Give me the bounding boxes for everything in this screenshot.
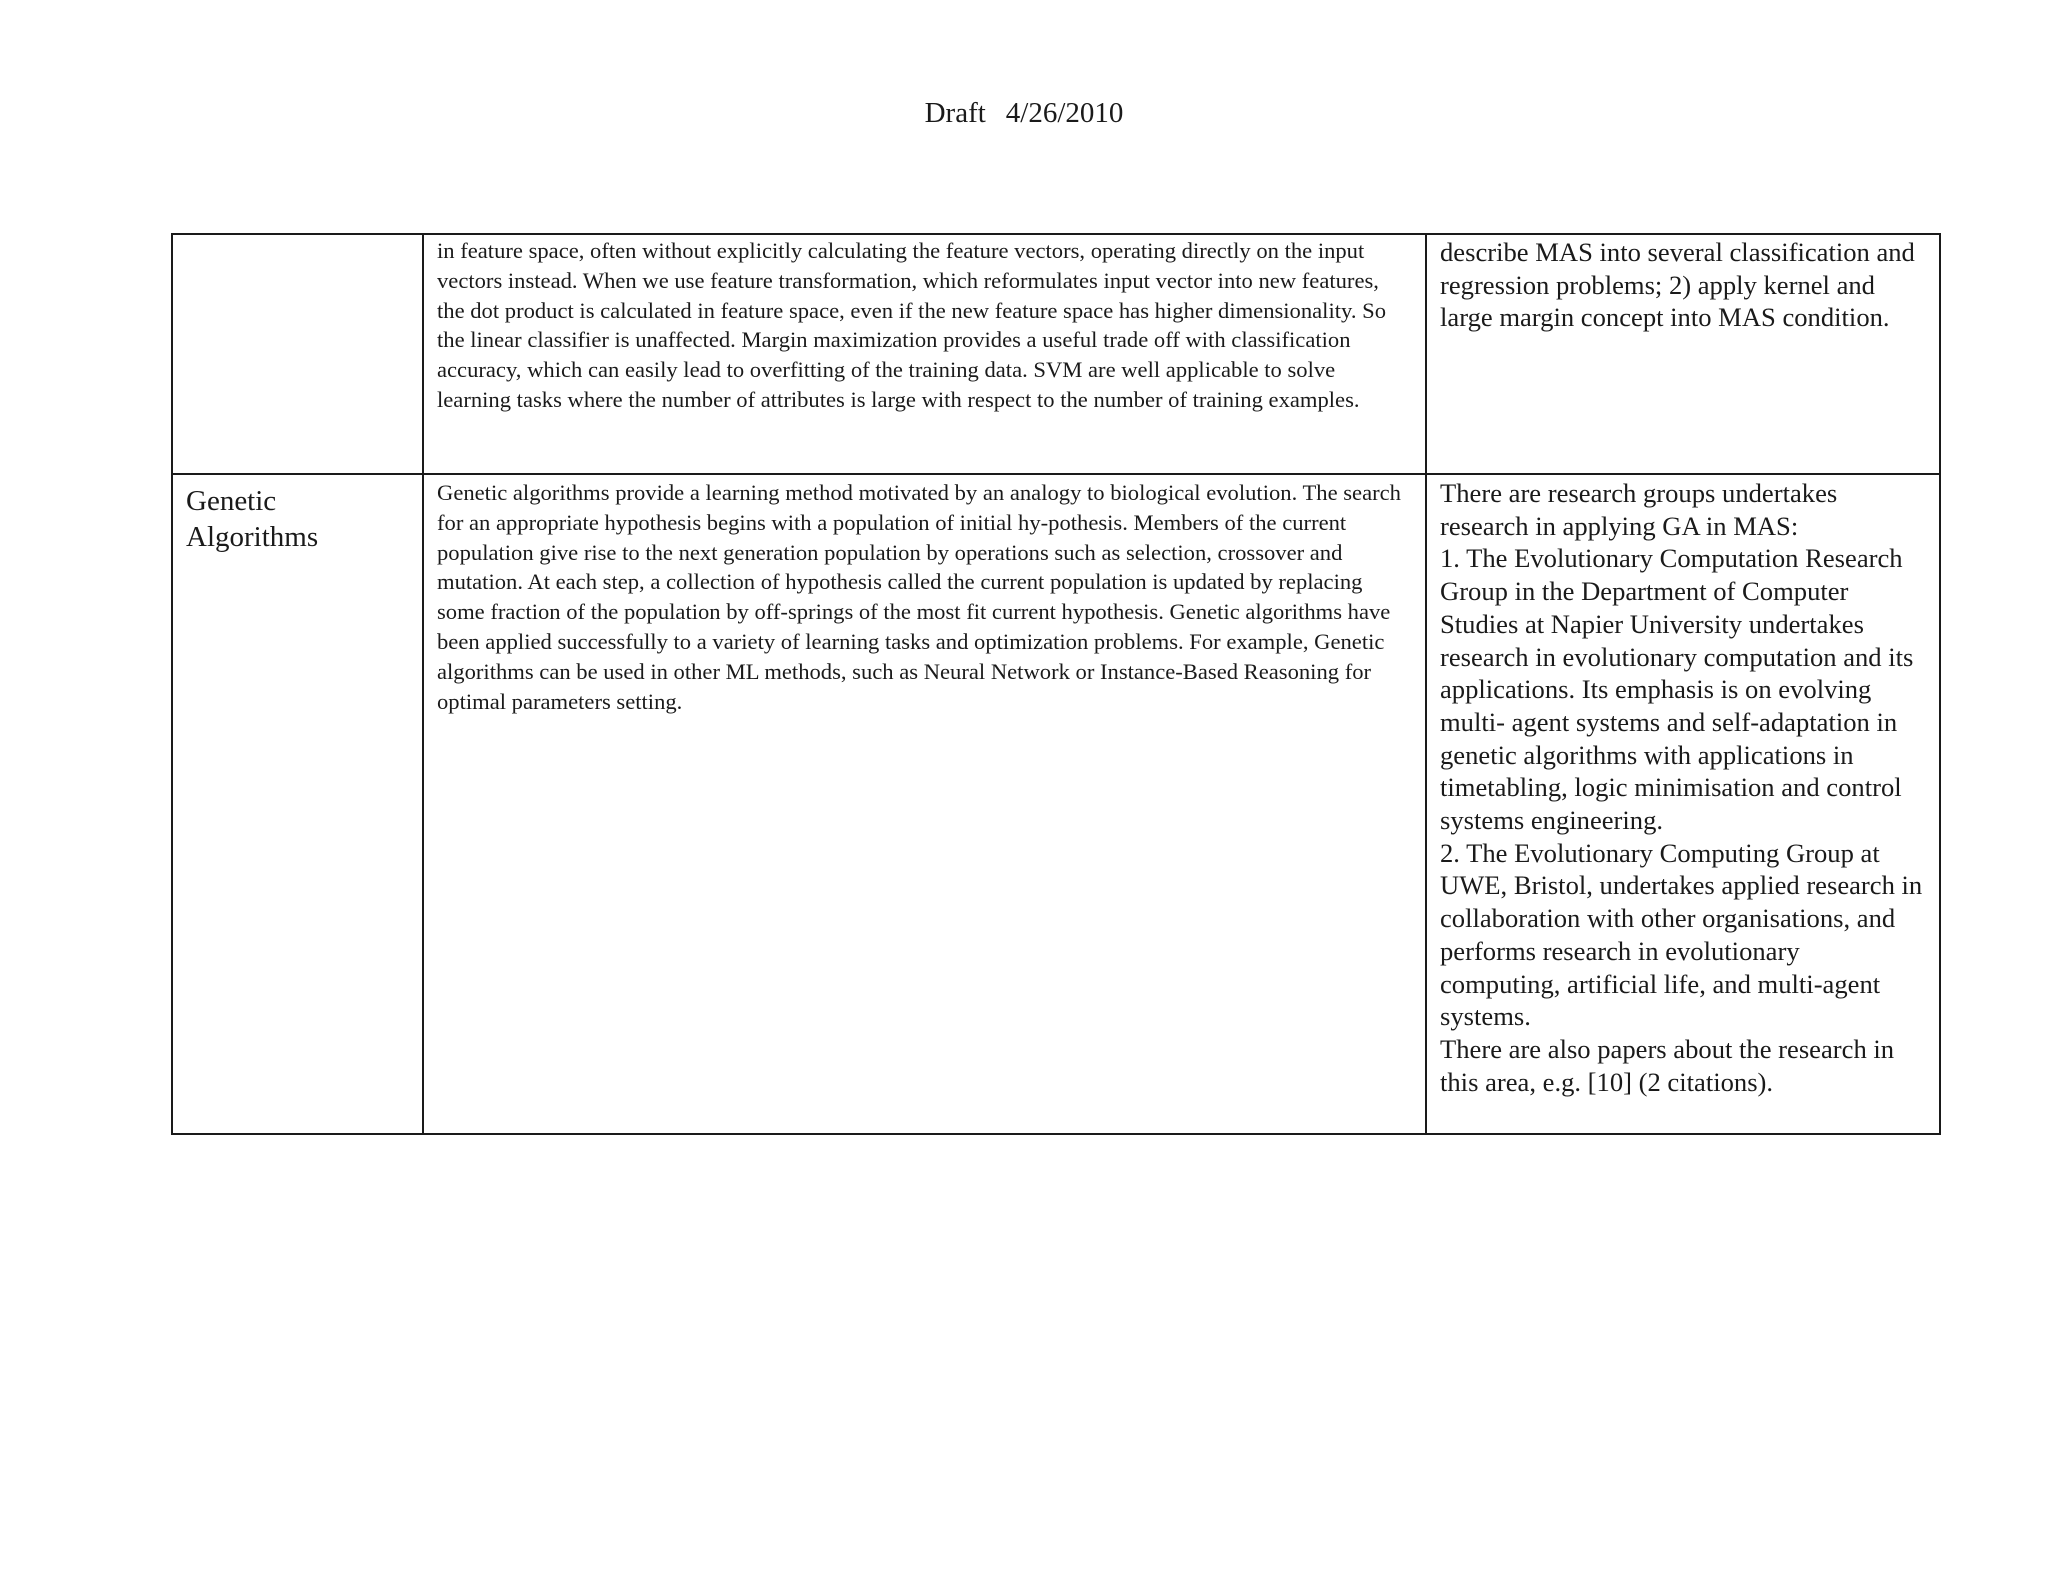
- table-row: [172, 474, 1940, 1134]
- description-text: Genetic algorithms provide a learning method motivated by an analogy to biological evolution. The search for an appropriate hypothesis begins with a population of initial hy-pothesis. Members of the current population give rise to the next generation population by operations such as selection, crossover and mutation. At each step, a collection of hypothesis called the current population is updated by replacing some fraction of the population by off-springs of the most fit current hypothesis. Genetic algorithms have been applied successfully to a variety of learning tasks and optimization problems. For example, Genetic algorithms can be used in other ML methods, such as Neural Network or Instance-Based Reasoning for optimal parameters setting.: [437, 480, 1401, 714]
- research-text: describe MAS into several classification and regression problems; 2) apply kernel and large margin concept into MAS condition.: [1440, 237, 1915, 333]
- research-intro: There are research groups undertakes research in applying GA in MAS:: [1440, 478, 1838, 541]
- topic-label: Genetic Algorithms: [186, 485, 319, 553]
- description-cell: [423, 234, 1426, 474]
- description-text: in feature space, often without explicitly calculating the feature vectors, operating directly on the input vectors instead. When we use feature transformation, which reformulates input vector into new features, the dot product is calculated in feature space, even if the new feature space has higher dimensionality. So the linear classifier is unaffected. Margin maximization provides a useful trade off with classification accuracy, which can easily lead to overfitting of the training data. SVM are well applicable to solve learning tasks where the number of attributes is large with respect to the number of training examples.: [437, 238, 1387, 412]
- research-outro: There are also papers about the research in this area, e.g. [10] (2 citations).: [1440, 1033, 1895, 1097]
- topic-label: [186, 235, 409, 243]
- research-item-uwe: 2. The Evolutionary Computing Group at UWE, Bristol, undertakes applied research in collaboration with other organisations, and performs research in evolutionary computing, artificial life, and multi-agent systems.: [1440, 837, 1923, 1032]
- research-cell: [1426, 234, 1940, 474]
- research-item-napier: 1. The Evolutionary Computation Research Group in the Department of Computer Studies at Napier University undertakes research in evolutionary computation and its applications. Its emphasis is on evolving multi- agent systems and self-adaptation in genetic algorithms with applications in timetabling, logic minimisation and control systems engineering.: [1440, 543, 1914, 836]
- topic-cell: [172, 474, 423, 1134]
- table-row: [172, 234, 1940, 474]
- topic-cell: [172, 234, 423, 474]
- page-header: [0, 96, 2048, 130]
- draft-date: 4/26/2010: [1005, 97, 1124, 129]
- ml-methods-table: [171, 233, 1941, 1135]
- draft-label: Draft: [924, 97, 986, 129]
- research-cell: [1426, 474, 1940, 1134]
- description-cell: [423, 474, 1426, 1134]
- research-block: [1440, 475, 1926, 1098]
